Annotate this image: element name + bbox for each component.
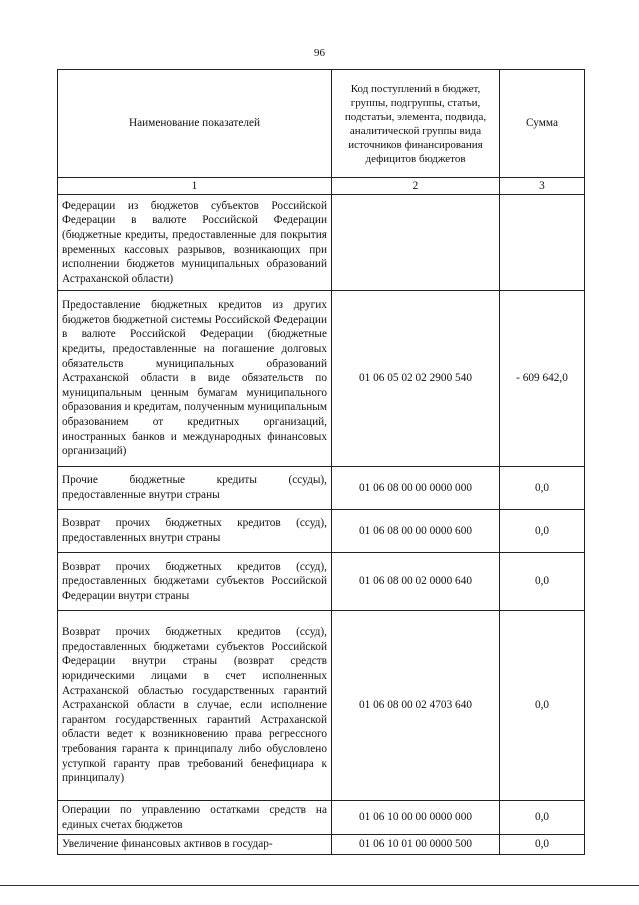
table-row	[58, 467, 585, 510]
row-code	[332, 195, 500, 291]
header-sum: Сумма	[500, 70, 585, 178]
row-name: Федерации из бюджетов субъектов Российской Федерации в валюте Российской Федерации (бюджетные кредиты, предоставленные для покрытия временных кассовых разрывов, возникающих при исполнении бюджетов муниципальных образований Астраханской области)	[58, 195, 332, 291]
row-code: 01 06 05 02 02 2900 540	[332, 291, 500, 467]
table-row	[58, 291, 585, 467]
table-header-row	[58, 70, 585, 178]
row-sum: 0,0	[500, 553, 585, 611]
row-sum: 0,0	[500, 835, 585, 855]
row-name: Предоставление бюджетных кредитов из других бюджетов бюджетной системы Российской Федерации в валюте Российской Федерации (бюджетные кредиты, предоставленные на погашение долговых обязательств муниципальных образований Астраханской области в виде обязательств по муниципальным ценным бумагам муниципального образования и кредитам, полученным муниципальным образованием от кредитных организаций, иностранных банков и международных финансовых организаций)	[58, 291, 332, 467]
row-sum: - 609 642,0	[500, 291, 585, 467]
table-row	[58, 835, 585, 855]
row-name: Увеличение финансовых активов в государ-	[58, 835, 332, 855]
row-code: 01 06 10 00 00 0000 000	[332, 801, 500, 835]
column-number-3: 3	[500, 178, 585, 195]
row-sum: 0,0	[500, 801, 585, 835]
budget-sources-table	[57, 69, 585, 855]
row-sum: 0,0	[500, 611, 585, 801]
column-number-row	[58, 178, 585, 195]
row-sum	[500, 195, 585, 291]
page-bottom-divider	[0, 885, 639, 886]
row-code: 01 06 08 00 00 0000 000	[332, 467, 500, 510]
row-name: Операции по управлению остатками средств на единых счетах бюджетов	[58, 801, 332, 835]
row-code: 01 06 08 00 00 0000 600	[332, 510, 500, 553]
row-code: 01 06 08 00 02 0000 640	[332, 553, 500, 611]
table-row	[58, 553, 585, 611]
row-sum: 0,0	[500, 510, 585, 553]
row-code: 01 06 10 01 00 0000 500	[332, 835, 500, 855]
row-sum: 0,0	[500, 467, 585, 510]
row-name: Возврат прочих бюджетных кредитов (ссуд), предоставленных бюджетами субъектов Российской Федерации внутри страны (возврат средств юридическими лицами в счет исполненных Астраханской областью государственных гарантий Астраханской области в случае, если исполнение гарантом государственных гарантий Астраханской области ведет к возникновению права регрессного требования гаранта к принципалу либо обусловлено уступкой гаранту прав требований бенефициара к принципалу)	[58, 611, 332, 801]
table-row	[58, 510, 585, 553]
row-name: Возврат прочих бюджетных кредитов (ссуд), предоставленных внутри страны	[58, 510, 332, 553]
header-code: Код поступлений в бюджет, группы, подгруппы, статьи, подстатьи, элемента, подвида, аналитической группы вида источников финансирования дефицитов бюджетов	[332, 70, 500, 178]
table-row	[58, 611, 585, 801]
page-number: 96	[314, 47, 325, 59]
column-number-1: 1	[58, 178, 332, 195]
header-name: Наименование показателей	[58, 70, 332, 178]
row-code: 01 06 08 00 02 4703 640	[332, 611, 500, 801]
row-name: Прочие бюджетные кредиты (ссуды), предоставленные внутри страны	[58, 467, 332, 510]
column-number-2: 2	[332, 178, 500, 195]
row-name: Возврат прочих бюджетных кредитов (ссуд), предоставленных бюджетами субъектов Российской Федерации внутри страны	[58, 553, 332, 611]
table-row	[58, 195, 585, 291]
table-row	[58, 801, 585, 835]
